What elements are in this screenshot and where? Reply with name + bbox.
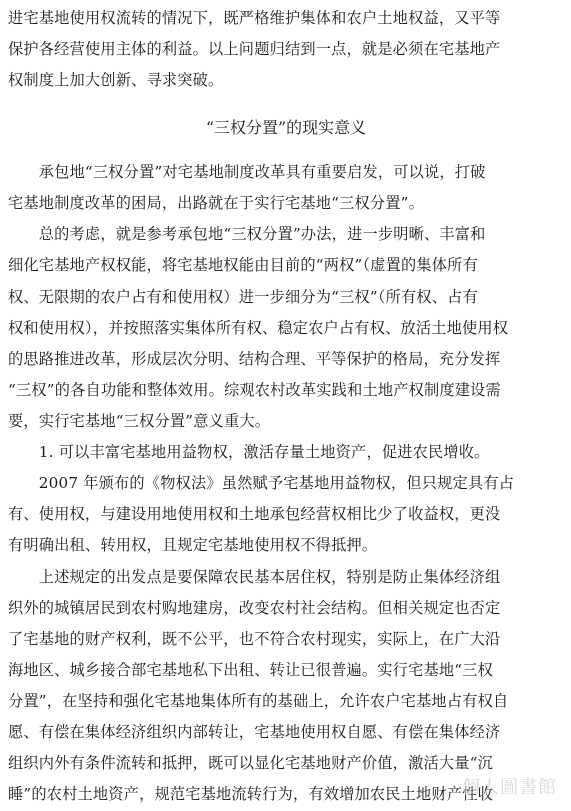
text-line: 有明确出租、转用权，且规定宅基地使用权不得抵押。 (8, 536, 378, 554)
text-line: 织外的城镇居民到农村购地建房，改变农村社会结构。但相关规定也否定 (8, 599, 501, 617)
text-line: 了宅基地的财产权利，既不公平，也不符合农村现实，实际上，在广大沿 (8, 630, 501, 648)
text-line: 分置”，在坚持和强化宅基地集体所有的基础上，允许农户宅基地占有权自 (8, 692, 509, 710)
text-line: 的思路推进改革，形成层次分明、结构合理、平等保护的格局，充分发挥 (8, 350, 501, 368)
text-line: 愿、有偿在集体经济组织内部转让，宅基地使用权自愿、有偿在集体经济 (8, 723, 501, 741)
text-line: “三权”的各自功能和整体效用。综观农村改革实践和土地产权制度建设需 (8, 381, 501, 399)
text-line: 2007 年颁布的《物权法》虽然赋予宅基地用益物权，但只规定具有占 (8, 474, 515, 492)
text-line: 1. 可以丰富宅基地用益物权，激活存量土地资产，促进农民增收。 (8, 443, 490, 461)
text-line: 权制度上加大创新、寻求突破。 (8, 71, 224, 89)
text-line: 权和使用权），并按照落实集体所有权、稳定农户占有权、放活土地使用权 (8, 319, 509, 337)
text-line: 权、无限期的农户占有和使用权）进一步细分为“三权”（所有权、占有 (8, 288, 478, 306)
text-line: 组织内外有条件流转和抵押，既可以显化宅基地财产价值，激活大量“沉 (8, 754, 493, 772)
text-line: 总的考虑，就是参考承包地“三权分置”办法，进一步明晰、丰富和 (8, 225, 486, 243)
text-line: 有、使用权，与建设用地使用权和土地承包经营权相比少了收益权，更没 (8, 505, 501, 523)
text-line: 睡”的农村土地资产，规范宅基地流转行为，有效增加农民土地财产性收 (8, 785, 493, 803)
text-line: 宅基地制度改革的困局，出路就在于实行宅基地“三权分置”。 (8, 194, 425, 212)
watermark-logo: 個人圖書館 (462, 777, 557, 798)
text-line: 进宅基地使用权流转的情况下，既严格维护集体和农户土地权益，又平等 (8, 9, 501, 27)
text-line: 保护各经营使用主体的利益。以上问题归结到一点，就是必须在宅基地产 (8, 40, 501, 58)
text-line: 海地区、城乡接合部宅基地私下出租、转让已很普遍。实行宅基地“三权 (8, 661, 493, 679)
text-line: 要，实行宅基地“三权分置”意义重大。 (8, 412, 271, 430)
text-line: 承包地“三权分置”对宅基地制度改革具有重要启发，可以说，打破 (8, 163, 486, 181)
section-heading: “三权分置”的现实意义 (205, 118, 367, 137)
text-line: 细化宅基地产权权能，将宅基地权能由目前的“两权”（虚置的集体所有 (8, 256, 478, 274)
text-line: 上述规定的出发点是要保障农民基本居住权，特别是防止集体经济组 (8, 568, 501, 586)
